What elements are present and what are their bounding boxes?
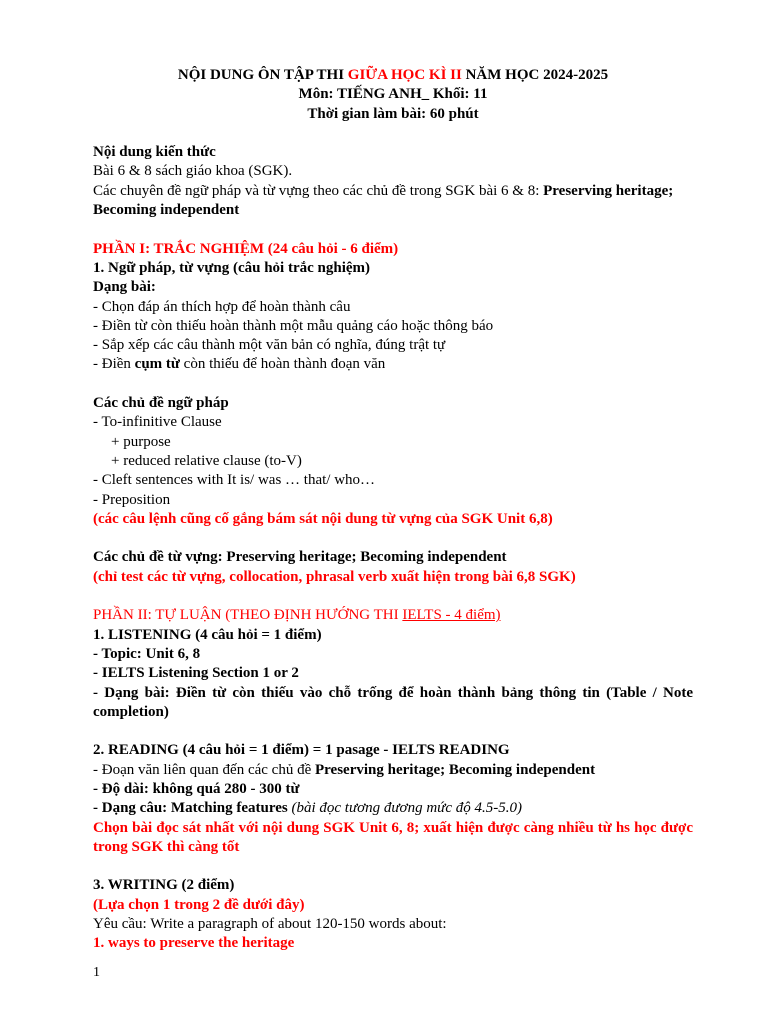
format-item: - Sắp xếp các câu thành một văn bản có nghĩa, đúng trật tự — [93, 337, 446, 354]
knowledge-line-2-text: Các chuyên đề ngữ pháp và từ vựng theo các chủ đề trong SGK bài 6 & 8: — [93, 182, 544, 199]
grammar-item: - Cleft sentences with It is/ was … that/ who… — [93, 472, 376, 489]
part1-sub1: 1. Ngữ pháp, từ vựng (câu hỏi trắc nghiệm) — [93, 259, 371, 276]
title-part-b: NĂM HỌC 2024-2025 — [461, 67, 609, 83]
reading-type-italic: (bài đọc tương đương mức độ 4.5-5.0) — [287, 800, 522, 817]
reading-type-bold: - Dạng câu: Matching features — [93, 800, 288, 817]
reading-line-1 — [93, 761, 693, 780]
format-last-bold: cụm từ — [134, 356, 180, 373]
grammar-item: - Preposition — [93, 491, 171, 508]
reading-line-1-text: - Đoạn văn liên quan đến các chủ đề — [93, 761, 315, 778]
reading-length: - Độ dài: không quá 280 - 300 từ — [93, 780, 300, 797]
writing-topic-1: 1. ways to preserve the heritage — [93, 935, 295, 952]
vocab-title: Các chủ đề từ vựng: Preserving heritage; Becoming independent — [93, 549, 507, 566]
duration-line: Thời gian làm bài: 60 phút — [307, 105, 479, 122]
title-part-a: NỘI DUNG ÔN TẬP THI — [177, 67, 348, 83]
knowledge-line-2 — [93, 182, 693, 201]
reading-note: Chọn bài đọc sát nhất với nội dung SGK Unit 6, 8; xuất hiện được càng nhiều từ hs học được trong SGK thì càng tốt — [93, 819, 693, 855]
knowledge-line-2-bold: Preserving heritage; — [543, 182, 674, 199]
grammar-note: (các câu lệnh cũng cố gắng bám sát nội dung từ vựng của SGK Unit 6,8) — [93, 510, 553, 527]
format-last-b: còn thiếu để hoàn thành đoạn văn — [179, 356, 386, 373]
knowledge-line-3: Becoming independent — [93, 202, 240, 219]
format-item: - Chọn đáp án thích hợp để hoàn thành câu — [93, 298, 351, 315]
grammar-title: Các chủ đề ngữ pháp — [93, 395, 229, 412]
listening-topic: - Topic: Unit 6, 8 — [93, 645, 201, 662]
part1-title: PHẦN I: TRẮC NGHIỆM (24 câu hỏi - 6 điểm) — [93, 240, 399, 257]
grammar-subitem: + purpose — [111, 433, 171, 450]
format-label: Dạng bài: — [93, 279, 156, 296]
title-part-red: GIỮA HỌC KÌ II — [347, 67, 462, 83]
vocab-note: (chỉ test các từ vựng, collocation, phrasal verb xuất hiện trong bài 6,8 SGK) — [93, 568, 576, 585]
grammar-subitem: + reduced relative clause (to-V) — [111, 452, 302, 469]
part2-title — [93, 606, 693, 625]
part2-title-a: PHẦN II: TỰ LUẬN (THEO ĐỊNH HƯỚNG THI — [93, 607, 403, 624]
subject-line: Môn: TIẾNG ANH_ Khối: 11 — [298, 86, 488, 103]
writing-choice: (Lựa chọn 1 trong 2 đề dưới đây) — [93, 896, 305, 913]
reading-type — [93, 799, 693, 818]
knowledge-title: Nội dung kiến thức — [93, 144, 216, 161]
grammar-item: - To-infinitive Clause — [93, 414, 222, 431]
doc-title — [93, 66, 693, 85]
document-body — [93, 66, 693, 954]
reading-title: 2. READING (4 câu hỏi = 1 điểm) = 1 pasage - IELTS READING — [93, 742, 510, 759]
knowledge-line-1: Bài 6 & 8 sách giáo khoa (SGK). — [93, 163, 293, 180]
format-item: - Điền từ còn thiếu hoàn thành một mẫu quảng cáo hoặc thông báo — [93, 317, 494, 334]
part2-title-underlined: IELTS - 4 điểm) — [402, 607, 501, 624]
format-item-last — [93, 355, 693, 374]
writing-requirement: Yêu cầu: Write a paragraph of about 120-150 words about: — [93, 916, 447, 933]
page-number: 1 — [93, 965, 100, 980]
writing-title: 3. WRITING (2 điểm) — [93, 877, 235, 894]
listening-section: - IELTS Listening Section 1 or 2 — [93, 665, 299, 682]
reading-line-1-bold: Preserving heritage; Becoming independent — [315, 761, 596, 778]
listening-title: 1. LISTENING (4 câu hỏi = 1 điểm) — [93, 626, 322, 643]
format-last-a: - Điền — [93, 356, 135, 373]
listening-type: - Dạng bài: Điền từ còn thiếu vào chỗ trống để hoàn thành bảng thông tin (Table / Note completion) — [93, 684, 693, 720]
